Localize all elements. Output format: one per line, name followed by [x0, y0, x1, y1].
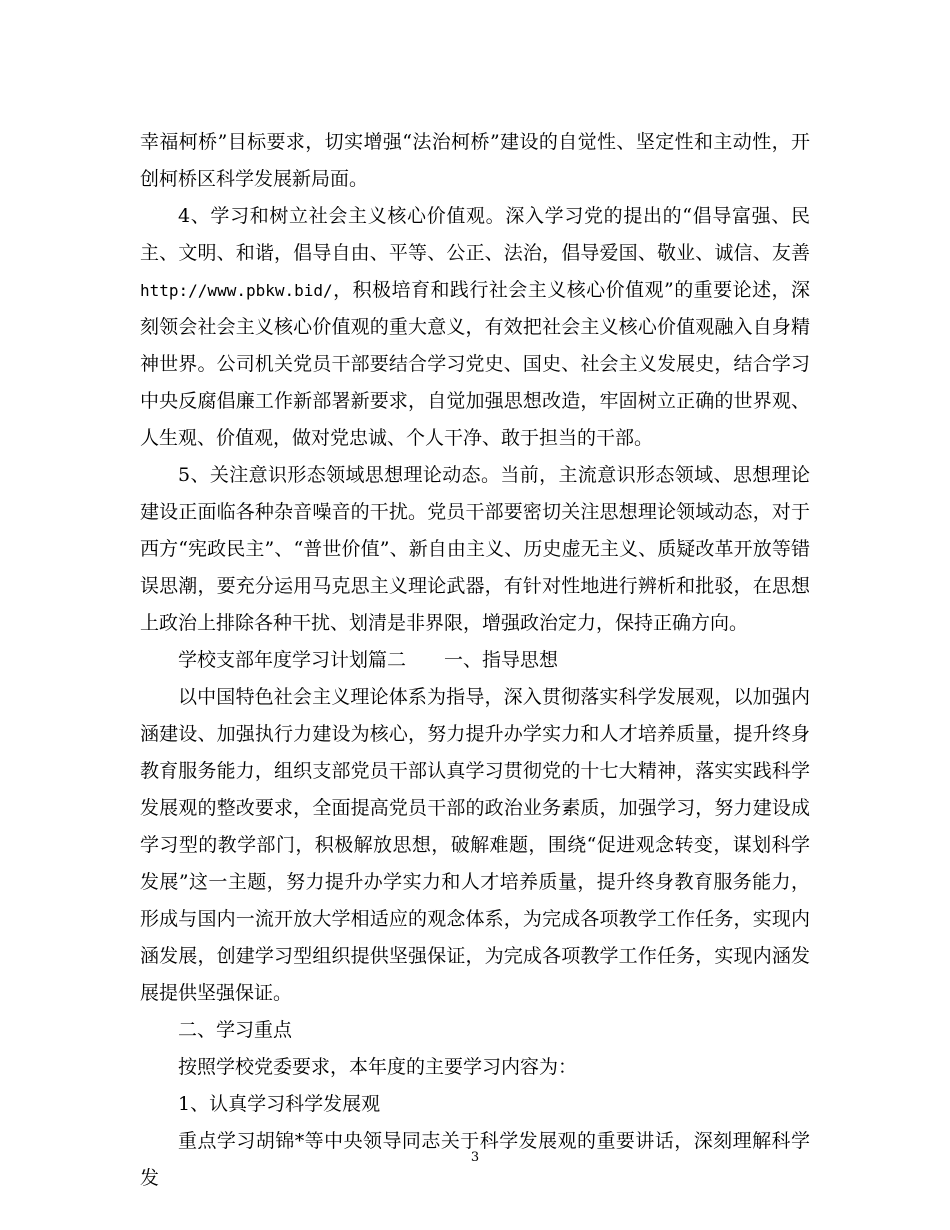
paragraph-core-values: [140, 198, 810, 457]
heading-text: 1、认真学习科学发展观: [178, 1093, 381, 1115]
inline-url: http://www.pbkw.bid/: [140, 281, 333, 300]
paragraph-study-content: [140, 1049, 810, 1086]
paragraph-text: 5、关注意识形态领域思想理论动态。当前，主流意识形态领域、思想理论建设正面临各种杂音噪音的干扰。党员干部要密切关注思想理论领域动态，对于西方“宪政民主”、“普世价值”、新自由主义、历史虚无主义、质疑改革开放等错误思潮，要充分运用马克思主义理论武器，有针对性地进行辨析和批驳，在思想上政治上排除各种干扰、划清是非界限，增强政治定力，保持正确方向。: [140, 464, 810, 634]
heading-text: 二、学习重点: [178, 1019, 293, 1041]
paragraph-text: 按照学校党委要求，本年度的主要学习内容为：: [178, 1056, 578, 1078]
page-number: 3: [470, 1150, 480, 1165]
paragraph-continuation: [140, 124, 810, 198]
section-heading-study-focus: [140, 1012, 810, 1049]
paragraph-ideology: [140, 457, 810, 642]
paragraph-text: ，积极培育和践行社会主义核心价值观”的重要论述，深刻领会社会主义核心价值观的重大意义，有效把社会主义核心价值观融入自身精神世界。公司机关党员干部要结合学习党史、国史、社会主义发展史，结合学习中央反腐倡廉工作新部署新要求，自觉加强思想改造，牢固树立正确的世界观、人生观、价值观，做对党忠诚、个人干净、敢于担当的干部。: [140, 279, 810, 449]
section-heading-guiding-ideology: 一、指导思想: [444, 649, 559, 671]
paragraph-guiding-ideology: [140, 679, 810, 1012]
paragraph-text: 以中国特色社会主义理论体系为指导，深入贯彻落实科学发展观，以加强内涵建设、加强执行力建设为核心，努力提升办学实力和人才培养质量，提升终身教育服务能力，组织支部党员干部认真学习贯彻党的十七大精神，落实实践科学发展观的整改要求，全面提高党员干部的政治业务素质，加强学习，努力建设成学习型的教学部门，积极解放思想，破解难题，围绕“促进观念转变，谋划科学发展”这一主题，努力提升办学实力和人才培养质量，提升终身教育服务能力，形成与国内一流开放大学相适应的观念体系，为完成各项教学工作任务，实现内涵发展，创建学习型组织提供坚强保证，为完成各项教学工作任务，实现内涵发展提供坚强保证。: [140, 686, 810, 1004]
plan-title: 学校支部年度学习计划篇二: [178, 649, 407, 671]
paragraph-text: 重点学习胡锦*等中央领导同志关于科学发展观的重要讲话，深刻理解科学发: [140, 1130, 810, 1189]
paragraph-text: 幸福柯桥”目标要求，切实增强“法治柯桥”建设的自觉性、坚定性和主动性，开创柯桥区科学发展新局面。: [140, 131, 810, 190]
section-heading-plan-two: [140, 642, 810, 679]
paragraph-text: 4、学习和树立社会主义核心价值观。深入学习党的提出的“倡导富强、民主、文明、和谐，倡导自由、平等、公正、法治，倡导爱国、敬业、诚信、友善: [140, 205, 810, 264]
document-body: [140, 124, 810, 1197]
list-item-heading-1: [140, 1086, 810, 1123]
